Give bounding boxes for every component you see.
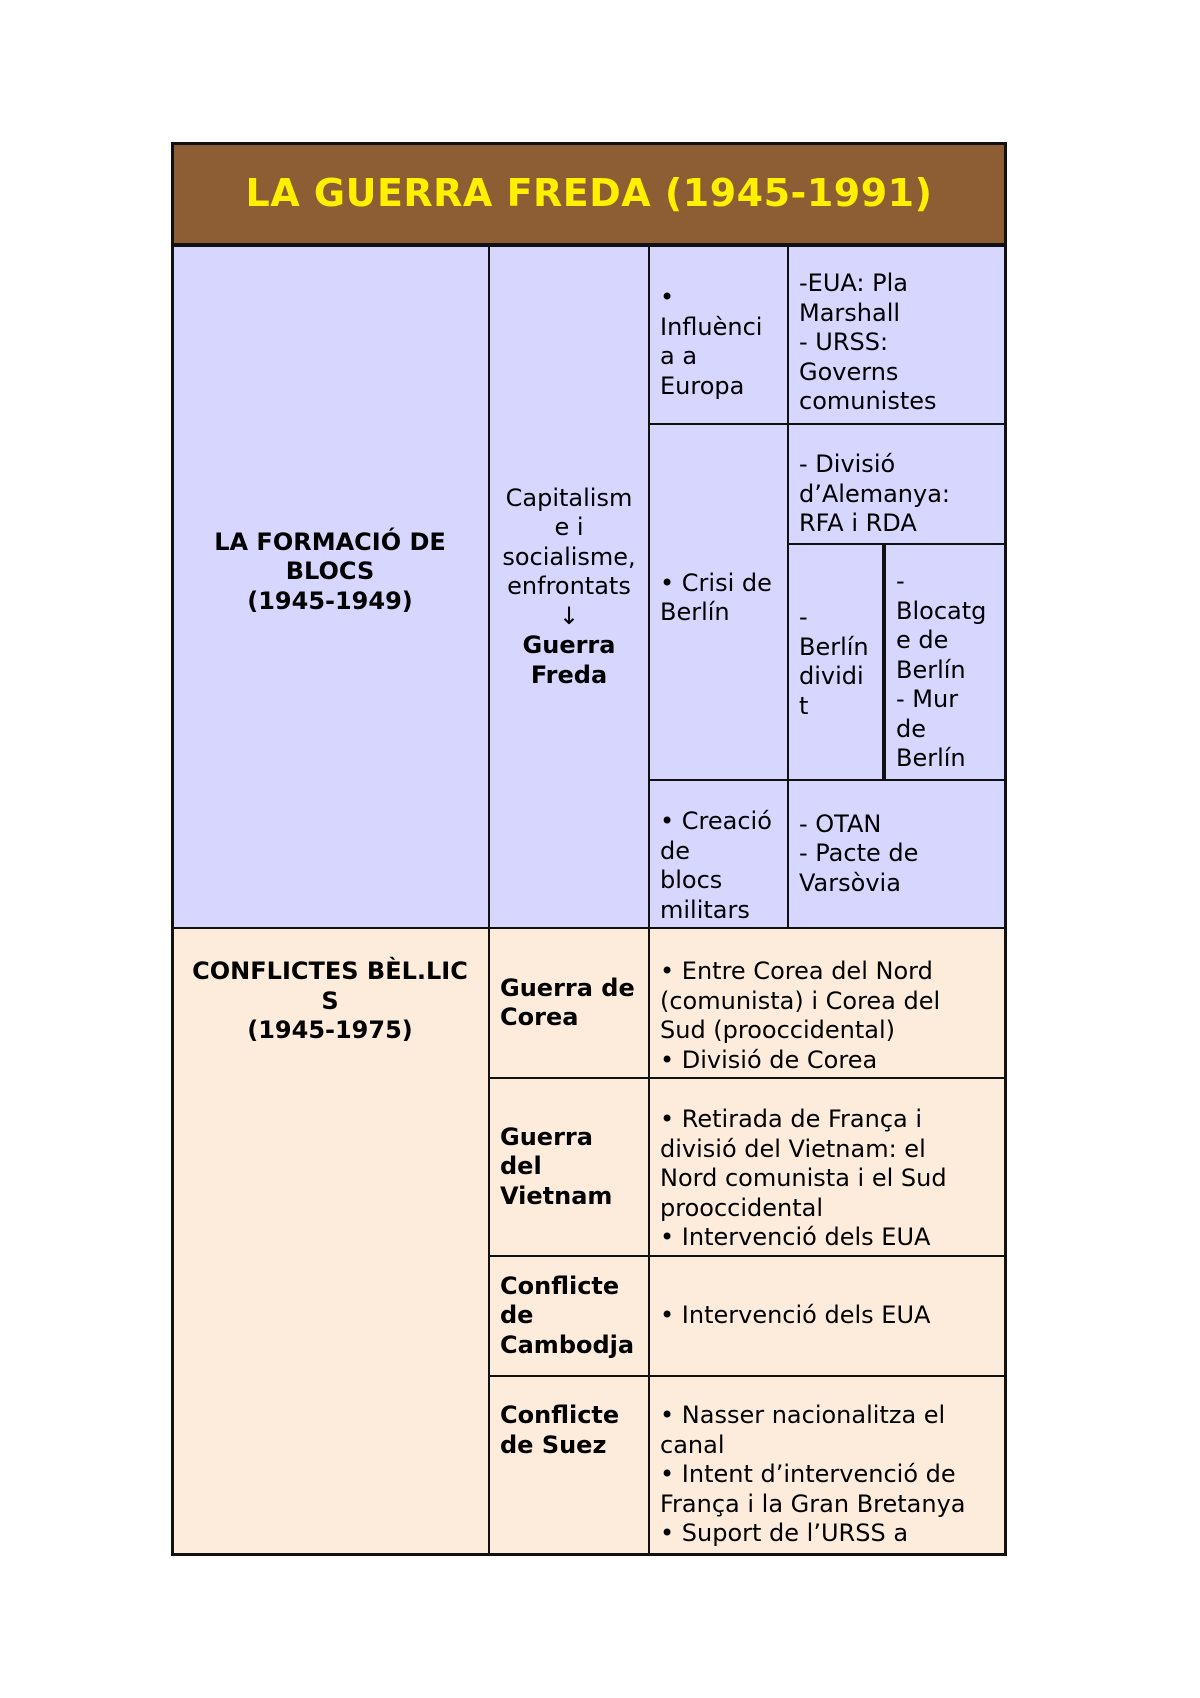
- influencia-detail-line: -EUA: Pla: [799, 269, 908, 297]
- berlin-blockade-line: e de: [896, 626, 949, 654]
- cause-result-line: Freda: [530, 660, 608, 689]
- suez-name-cell: [489, 1376, 649, 1556]
- berlin-blockade-cell: [883, 544, 1007, 780]
- title-text: LA GUERRA FREDA (1945-1991): [245, 171, 933, 216]
- berlin-label-cell: [649, 424, 788, 780]
- conflict-name-line: Corea: [500, 1003, 579, 1031]
- berlin-divided-line: Berlín: [799, 632, 869, 661]
- militars-detail-line: - Pacte de: [799, 839, 919, 868]
- berlin-division-line: d’Alemanya:: [799, 479, 951, 508]
- conflict-detail-line: • Retirada de França i: [660, 1105, 923, 1133]
- vietnam-name-cell: [489, 1078, 649, 1256]
- conflict-detail-line: divisió del Vietnam: el: [660, 1134, 926, 1163]
- influencia-label-cell: [649, 246, 788, 424]
- blocs-heading-line: (1945-1949): [247, 586, 413, 615]
- berlin-blockade-line: -: [896, 567, 905, 595]
- influencia-detail-cell: [788, 246, 1007, 424]
- cause-cell: [489, 246, 649, 928]
- conflict-detail-line: Sud (prooccidental): [660, 1016, 896, 1044]
- conflict-name-line: Guerra: [500, 1122, 593, 1151]
- berlin-blockade-line: - Mur: [896, 685, 959, 713]
- corea-name-cell: [489, 928, 649, 1078]
- influencia-detail-line: Marshall: [799, 298, 901, 327]
- berlin-division-cell: [788, 424, 1007, 544]
- militars-label-line: militars: [660, 895, 750, 924]
- militars-detail-line: - OTAN: [799, 809, 882, 838]
- berlin-divided-line: dividi: [799, 662, 864, 690]
- conflict-name-line: de Suez: [500, 1430, 607, 1459]
- conflict-name-line: Guerra de: [500, 973, 635, 1002]
- influencia-label-line: Europa: [660, 371, 745, 400]
- militars-label-line: de: [660, 836, 690, 865]
- conflict-name-line: Conflicte: [500, 1271, 620, 1300]
- cause-line: e i: [554, 513, 584, 542]
- conflict-detail-line: Nord comunista i el Sud: [660, 1164, 947, 1192]
- influencia-detail-line: comunistes: [799, 387, 937, 415]
- conflict-name-line: de: [500, 1301, 534, 1330]
- berlin-divided-line: -: [799, 603, 808, 631]
- conflictes-heading-line: (1945-1975): [247, 1016, 413, 1044]
- arrow-down-icon: ↓: [558, 601, 580, 630]
- conflict-detail-line: • Suport de l’URSS a: [660, 1519, 909, 1547]
- berlin-blockade-line: Blocatg: [896, 596, 987, 625]
- blocs-heading-cell: [171, 246, 489, 928]
- militars-detail-cell: [788, 780, 1007, 928]
- conflict-detail-line: prooccidental: [660, 1193, 823, 1222]
- berlin-blockade-line: Berlín: [896, 655, 966, 684]
- cause-line: enfrontats: [507, 572, 631, 601]
- militars-label-cell: [649, 780, 788, 928]
- influencia-label-line: a a: [660, 342, 698, 370]
- berlin-division-line: - Divisió: [799, 450, 896, 478]
- conflict-detail-line: França i la Gran Bretanya: [660, 1489, 966, 1518]
- blocs-heading-line: LA FORMACIÓ DE: [214, 527, 446, 556]
- conflict-detail-line: • Nasser nacionalitza el: [660, 1401, 946, 1429]
- cambodja-detail-cell: [649, 1256, 1007, 1376]
- conflict-detail-line: • Intent d’intervenció de: [660, 1460, 956, 1488]
- cause-result-line: Guerra: [522, 631, 616, 660]
- cause-line: Capitalism: [505, 483, 633, 512]
- conflictes-heading-line: CONFLICTES BÈL.LIC: [192, 957, 468, 985]
- conflict-detail-line: • Intervenció dels EUA: [660, 1301, 931, 1330]
- conflict-detail-line: • Intervenció dels EUA: [660, 1223, 931, 1251]
- cold-war-table: [171, 142, 1007, 1556]
- conflict-detail-line: • Divisió de Corea: [660, 1045, 878, 1074]
- berlin-divided-cell: [788, 544, 883, 780]
- influencia-label-line: Influènci: [660, 312, 763, 341]
- berlin-label-line: Berlín: [660, 598, 730, 626]
- militars-detail-line: Varsòvia: [799, 868, 901, 897]
- conflictes-heading-cell: [171, 928, 489, 1556]
- berlin-label-line: • Crisi de: [660, 568, 772, 597]
- table-title: [171, 142, 1007, 246]
- influencia-detail-line: Governs: [799, 357, 899, 386]
- influencia-detail-line: - URSS:: [799, 328, 889, 356]
- conflict-detail-line: • Entre Corea del Nord: [660, 957, 933, 985]
- militars-label-line: • Creació: [660, 807, 772, 835]
- conflict-name-line: Conflicte: [500, 1401, 620, 1429]
- conflict-name-line: Cambodja: [500, 1330, 635, 1359]
- vietnam-detail-cell: [649, 1078, 1007, 1256]
- corea-detail-cell: [649, 928, 1007, 1078]
- conflict-detail-line: (comunista) i Corea del: [660, 986, 941, 1015]
- berlin-division-line: RFA i RDA: [799, 509, 917, 537]
- conflict-detail-line: canal: [660, 1430, 725, 1459]
- berlin-blockade-line: de: [896, 714, 926, 743]
- conflict-name-line: del: [500, 1152, 542, 1181]
- berlin-divided-line: t: [799, 691, 809, 720]
- cause-line: socialisme,: [502, 542, 636, 571]
- militars-label-line: blocs: [660, 866, 723, 894]
- blocs-heading-line: BLOCS: [285, 557, 375, 586]
- conflict-name-line: Vietnam: [500, 1181, 613, 1210]
- berlin-blockade-line: Berlín: [896, 744, 966, 772]
- conflictes-heading-line: S: [321, 986, 339, 1015]
- cambodja-name-cell: [489, 1256, 649, 1376]
- influencia-label-line: •: [660, 283, 675, 311]
- suez-detail-cell: [649, 1376, 1007, 1556]
